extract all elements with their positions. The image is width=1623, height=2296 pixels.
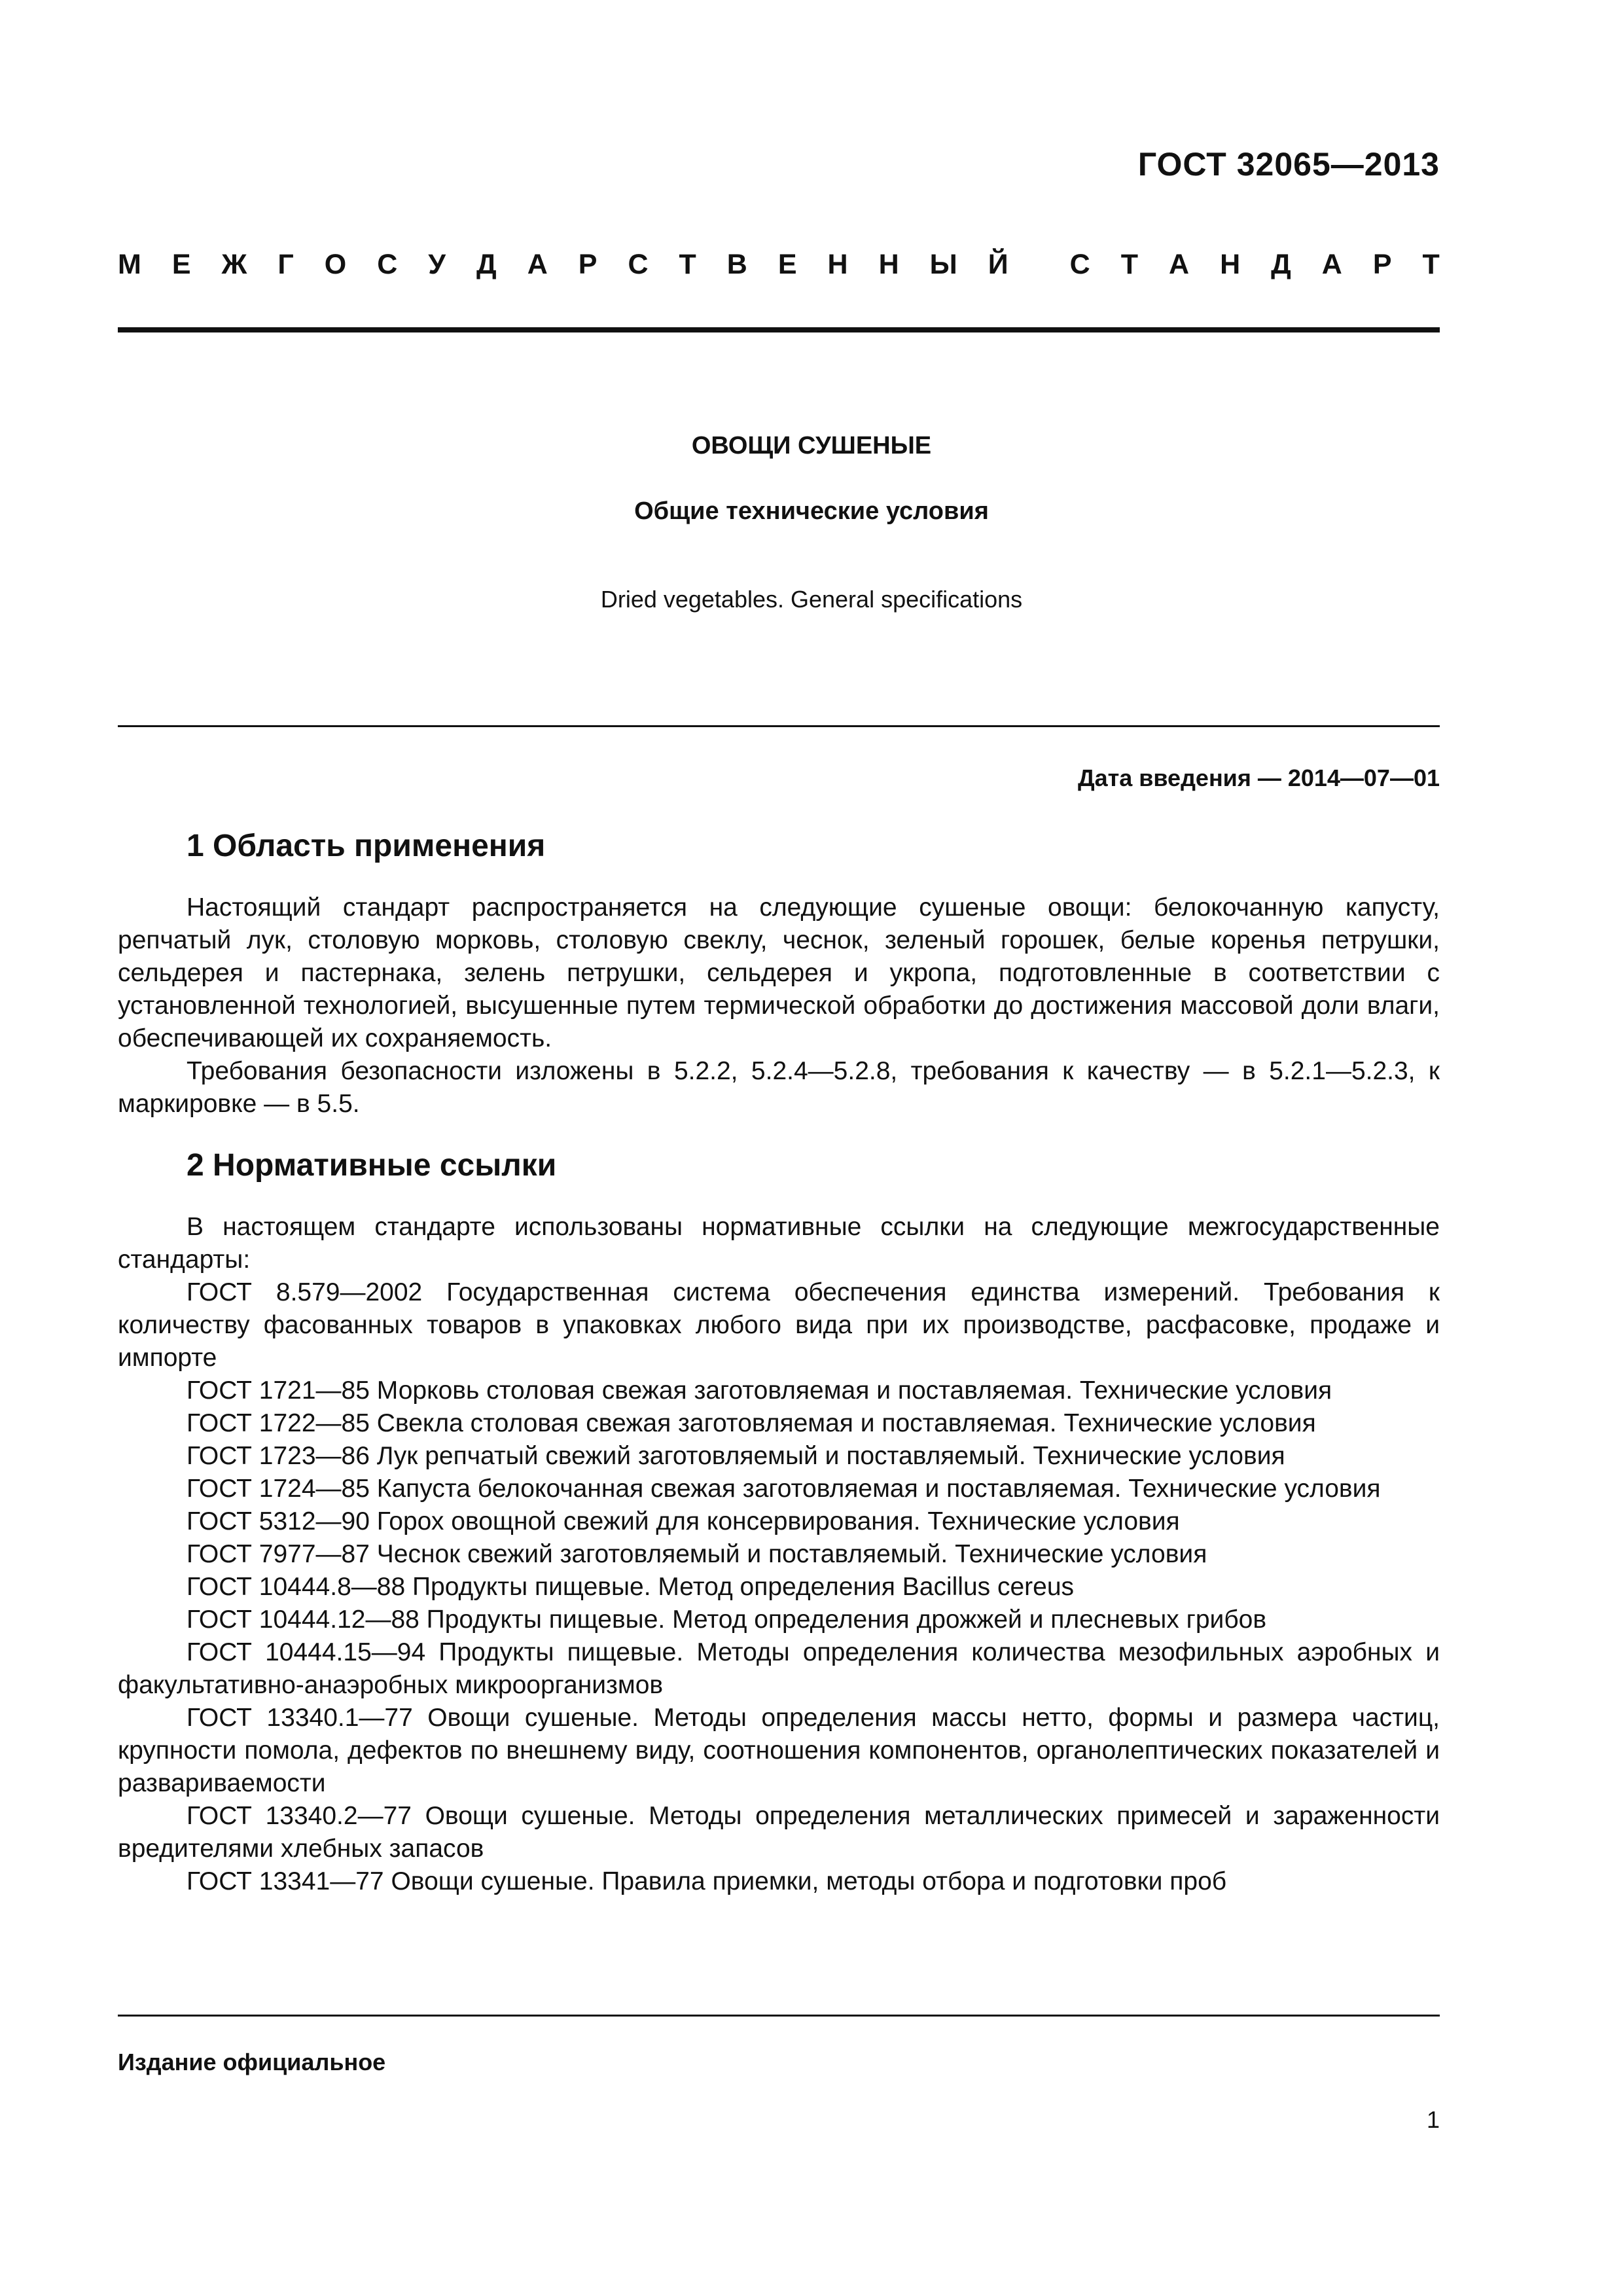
standard-type-letter: Н (878, 249, 899, 280)
standard-type-letter: Д (476, 249, 497, 280)
standard-type-letter: С (377, 249, 398, 280)
standard-type-letter: У (428, 249, 446, 280)
reference-item: ГОСТ 7977—87 Чеснок свежий заготовляемый и поставляемый. Технические условия (187, 1540, 1207, 1568)
standard-type-letter: М (118, 249, 141, 280)
standard-type-letter: Е (777, 249, 797, 280)
reference-item: ГОСТ 1721—85 Морковь столовая свежая заготовляемая и поставляемая. Технические условия (187, 1376, 1332, 1405)
reference-item: ГОСТ 1723—86 Лук репчатый свежий заготовляемый и поставляемый. Технические условия (187, 1442, 1285, 1470)
reference-item: ГОСТ 10444.8—88 Продукты пищевые. Метод определения Bacillus cereus (187, 1573, 1075, 1601)
standard-type-letter: Ж (221, 249, 247, 280)
document-title: ОВОЩИ СУШЕНЫЕ (691, 432, 932, 459)
introduction-date: Дата введения — 2014—07—01 (1077, 764, 1440, 791)
standard-type-letter: Н (1220, 249, 1241, 280)
reference-item: ГОСТ 10444.12—88 Продукты пищевые. Метод определения дрожжей и плесневых грибов (187, 1605, 1267, 1634)
standard-type-letter: Т (679, 249, 696, 280)
reference-item: ГОСТ 13341—77 Овощи сушеные. Правила приемки, методы отбора и подготовки проб (187, 1867, 1227, 1895)
paragraph: Требования безопасности изложены в 5.2.2, 5.2.4—5.2.8, требования к качеству — в 5.2.1—5.2.3, к маркировке — в 5.5. (118, 1057, 1440, 1118)
standard-type-letter: А (1169, 249, 1190, 280)
standard-type-letter: О (324, 249, 347, 280)
standard-type-caption (118, 249, 1440, 281)
standard-type-letter: Т (1422, 249, 1440, 280)
standard-type-letter: Й (988, 249, 1008, 280)
reference-item: ГОСТ 13340.2—77 Овощи сушеные. Методы определения металлических примесей и зараженности вредителями хлебных запасов (118, 1802, 1440, 1863)
standard-type-letter: В (726, 249, 747, 280)
reference-item: ГОСТ 10444.15—94 Продукты пищевые. Методы определения количества мезофильных аэробных и факультативно-анаэробных микроорганизмов (118, 1638, 1440, 1699)
page-number: 1 (1426, 2106, 1440, 2133)
standard-type-letter: С (1069, 249, 1090, 280)
paragraph: В настоящем стандарте использованы нормативные ссылки на следующие межгосударственные стандарты: (118, 1213, 1440, 1274)
standard-type-letter: Г (277, 249, 294, 280)
standard-type-letter: Р (578, 249, 597, 280)
document-number: ГОСТ 32065—2013 (1137, 146, 1440, 183)
standard-type-letter: Т (1120, 249, 1139, 280)
standard-type-letter: А (1321, 249, 1342, 280)
document-body (118, 825, 1440, 1898)
standard-type-letter: Ы (929, 249, 957, 280)
document-subtitle: Общие технические условия (634, 497, 989, 525)
section-heading-references: 2 Нормативные ссылки (187, 1148, 557, 1183)
footer-divider (118, 2015, 1440, 2017)
section-heading-scope: 1 Область применения (187, 829, 546, 863)
reference-item: ГОСТ 13340.1—77 Овощи сушеные. Методы определения массы нетто, формы и размера частиц, крупности помола, дефектов по внешнему виду, соотношения компонентов, органолептических показателей и развариваемости (118, 1704, 1440, 1797)
edition-label: Издание официальное (118, 2049, 386, 2075)
reference-item: ГОСТ 1722—85 Свекла столовая свежая заготовляемая и поставляемая. Технические условия (187, 1409, 1316, 1437)
title-divider (118, 725, 1440, 727)
reference-item: ГОСТ 8.579—2002 Государственная система обеспечения единства измерений. Требования к количеству фасованных товаров в упаковках любого вида при их производстве, расфасовке, продаже и импорте (118, 1278, 1440, 1372)
standard-type-letter: Е (171, 249, 191, 280)
standard-type-letter: С (628, 249, 649, 280)
paragraph: Настоящий стандарт распространяется на следующие сушеные овощи: белокочанную капусту, репчатый лук, столовую морковь, столовую свеклу, чеснок, зеленый горошек, белые коренья петрушки, сельдерея и пастернака, зелень петрушки, сельдерея и укропа, подготовленные в соответствии с установленной технологией, высушенные путем термической обработки до достижения массовой доли влаги, обеспечивающей их сохраняемость. (118, 893, 1440, 1052)
standard-type-letter: Д (1271, 249, 1291, 280)
reference-item: ГОСТ 1724—85 Капуста белокочанная свежая заготовляемая и поставляемая. Технические условия (187, 1475, 1381, 1503)
reference-item: ГОСТ 5312—90 Горох овощной свежий для консервирования. Технические условия (187, 1507, 1180, 1535)
english-title: Dried vegetables. General specifications (600, 586, 1023, 613)
standard-type-letter: Р (1372, 249, 1392, 280)
standard-type-letter: А (527, 249, 548, 280)
header-divider (118, 327, 1440, 332)
standard-type-letter: Н (827, 249, 848, 280)
